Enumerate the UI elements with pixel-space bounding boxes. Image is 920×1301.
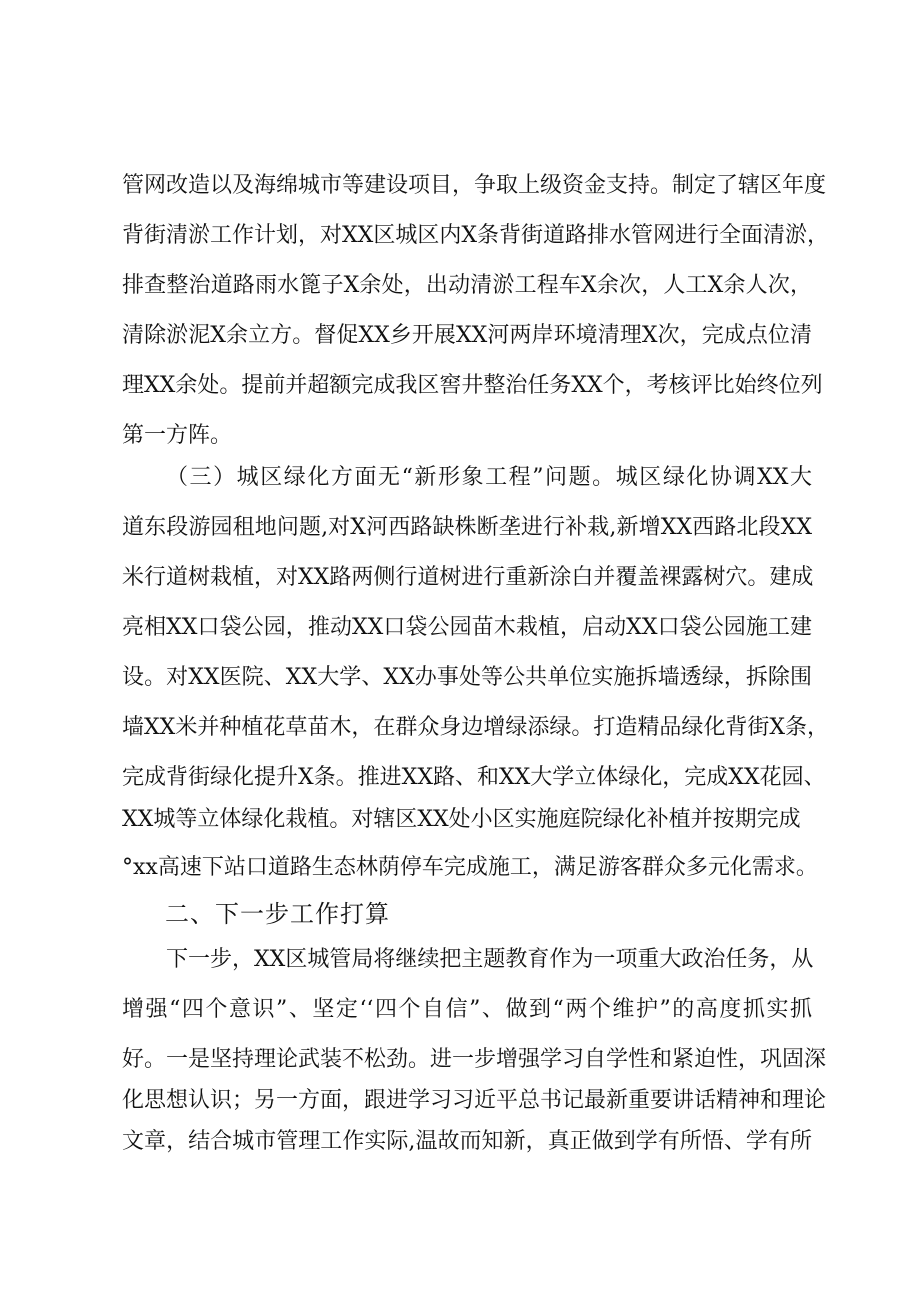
paragraph-1-line-6: 第一方阵。: [122, 423, 233, 448]
paragraph-3-line-5: 文章，结合城市管理工作实际,温故而知新，真正做到学有所悟、学有所: [122, 1129, 812, 1154]
paragraph-3-line-2: 增强“四个意识”、坚定‘‘四个自信”、做到“两个维护”的高度抓实抓: [122, 997, 812, 1022]
paragraph-2-line-2: 道东段游园租地问题,对X河西路缺株断垄进行补栽,新增XX西路北段XX: [122, 515, 812, 540]
paragraph-2-line-7: 完成背街绿化提升X条。推进XX路、和XX大学立体绿化，完成XX花园、: [122, 765, 826, 790]
paragraph-2-line-8: XX城等立体绿化栽植。对辖区XX处小区实施庭院绿化补植并按期完成: [122, 807, 801, 832]
paragraph-3-line-4: 化思想认识；另一方面，跟进学习习近平总书记最新重要讲话精神和理论: [122, 1088, 827, 1113]
section-heading: 二、下一步工作打算: [165, 900, 390, 928]
paragraph-2-line-3: 米行道树栽植，对XX路两侧行道树进行重新涂白并覆盖裸露树穴。建成: [122, 565, 814, 590]
paragraph-1-line-4: 清除淤泥X余立方。督促XX乡开展XX河两岸环境清理X次，完成点位清: [122, 323, 812, 348]
paragraph-2-line-4: 亮相XX口袋公园，推动XX口袋公园苗木栽植，启动XX口袋公园施工建: [122, 615, 812, 640]
paragraph-3-line-3: 好。一是坚持理论武装不松劲。进一步增强学习自学性和紧迫性，巩固深: [122, 1047, 827, 1072]
paragraph-2-line-5: 设。对XX医院、XX大学、XX办事处等公共单位实施拆墙透绿，拆除围: [122, 665, 812, 690]
paragraph-1-line-2: 背街清淤工作计划，对XX区城区内X条背街道路排水管网进行全面清淤，: [122, 223, 829, 248]
paragraph-2-line-1: （三）城区绿化方面无“新形象工程”问题。城区绿化协调XX大: [166, 465, 812, 490]
paragraph-3-line-1: 下一步，XX区城管局将继续把主题教育作为一项重大政治任务，从: [166, 947, 814, 972]
paragraph-1-line-1: 管网改造以及海绵城市等建设项目，争取上级资金支持。制定了辖区年度: [122, 173, 827, 198]
paragraph-1-line-5: 理XX余处。提前并超额完成我区窖井整治任务XX个，考核评比始终位列: [122, 373, 823, 398]
paragraph-1-line-3: 排查整治道路雨水篦子X余处，出动清淤工程车X余次，人工X余人次，: [122, 273, 812, 298]
paragraph-2-line-6: 墙XX米并种植花草苗木，在群众身边增绿添绿。打造精品绿化背街X条，: [122, 715, 829, 740]
paragraph-2-line-9: °xx高速下站口道路生态林荫停车完成施工，满足游客群众多元化需求。: [122, 855, 818, 880]
